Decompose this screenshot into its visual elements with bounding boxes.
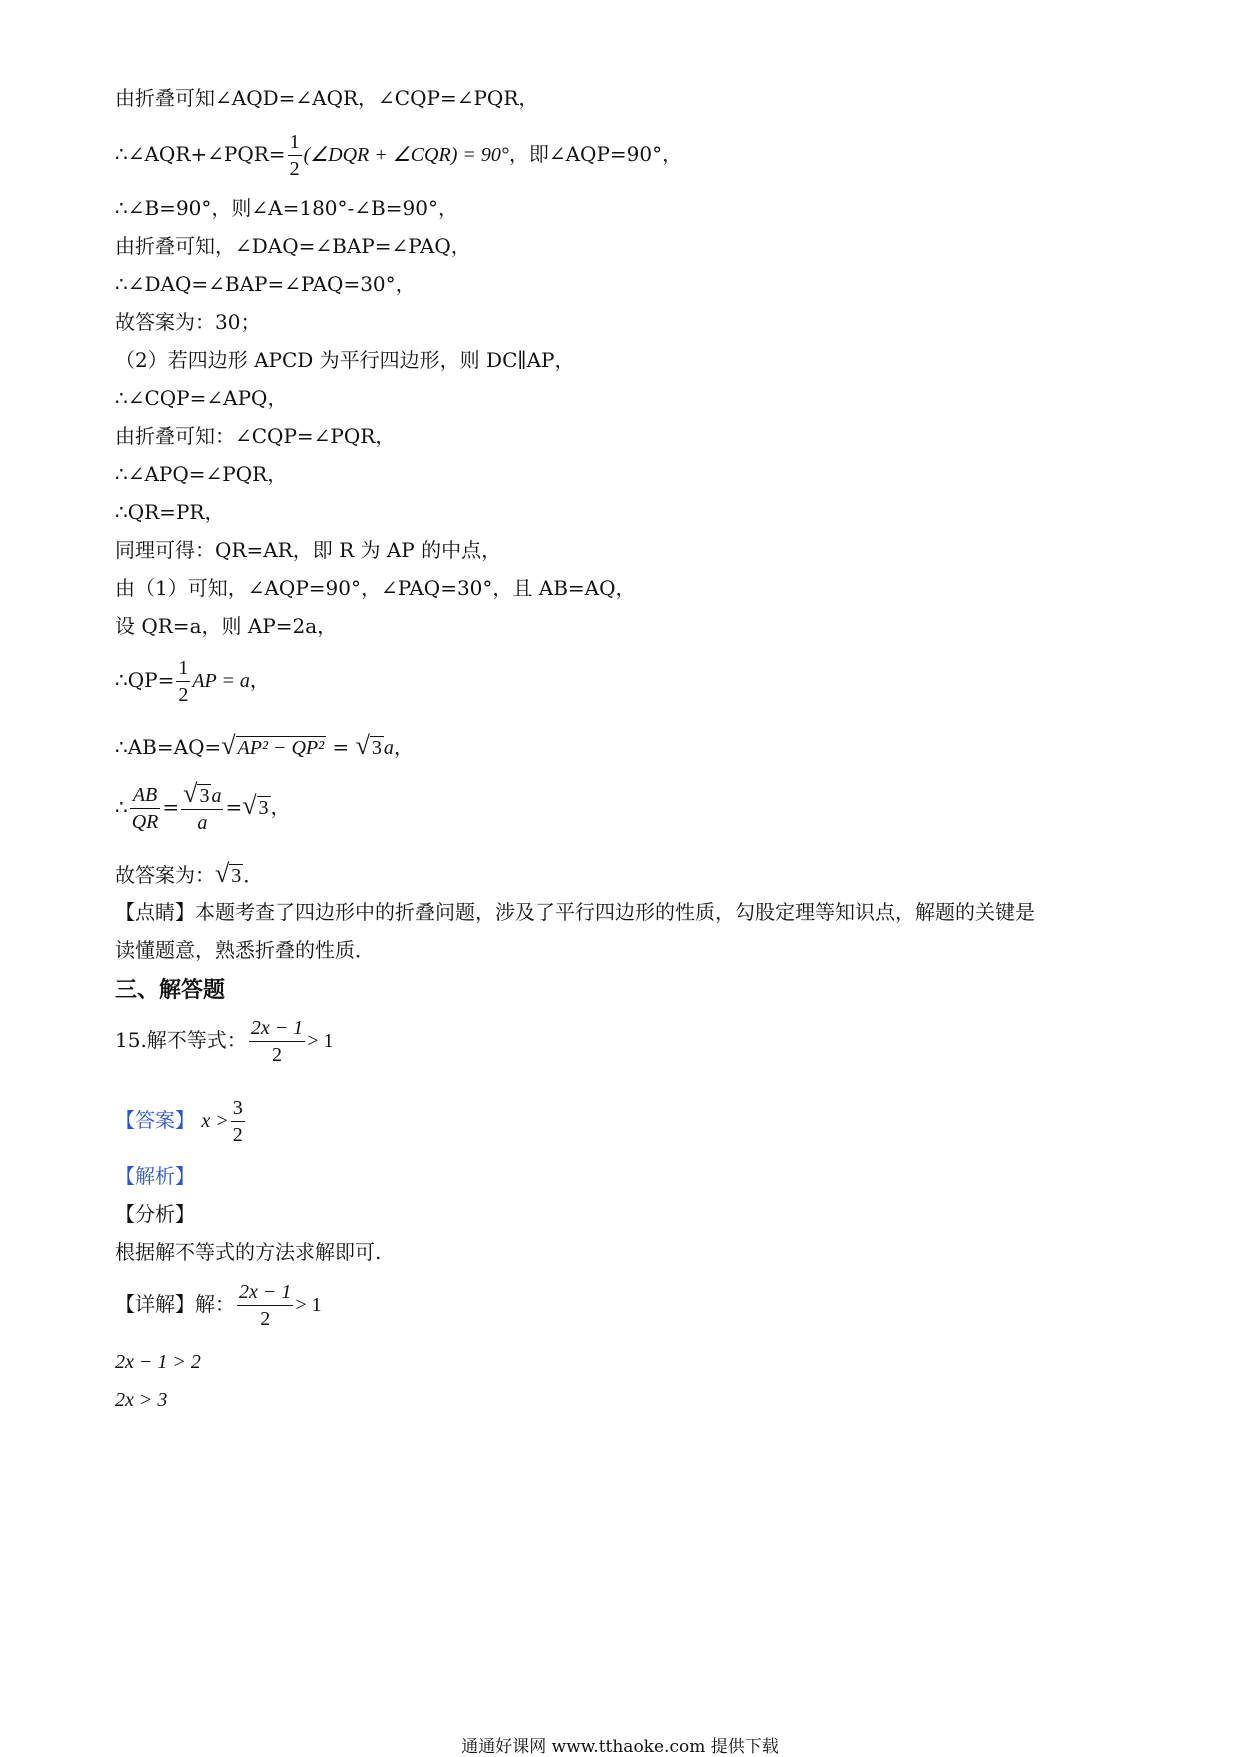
math-expression: > 1 [295, 1294, 322, 1316]
detail-line [115, 1276, 322, 1333]
fraction [288, 129, 302, 182]
answer-line [115, 858, 263, 892]
text-line: 由折叠可知，∠DAQ=∠BAP=∠PAQ， [115, 234, 471, 258]
text-segment: ， [270, 795, 291, 819]
text-segment: ． [243, 863, 264, 887]
page-footer: 通通好课网 www.tthaoke.com 提供下载 [461, 1737, 779, 1757]
text-segment: ∴AB=AQ= [115, 735, 222, 759]
math-expression: > 1 [307, 1030, 334, 1052]
text-line: ∴∠APQ=∠PQR， [115, 462, 288, 486]
answer-label: 【答案】 [115, 1108, 195, 1132]
radicand: AP² − QP² [237, 737, 325, 759]
fraction [237, 1279, 293, 1332]
math-expression: AP = a [192, 670, 250, 692]
fraction [176, 655, 190, 708]
fraction-denominator: 2 [178, 684, 189, 706]
fraction-denominator: QR [131, 811, 159, 833]
radicand: 3 [231, 865, 242, 887]
equation-line [115, 778, 291, 836]
text-segment: ， [393, 735, 414, 759]
text-line: ∴∠DAQ=∠BAP=∠PAQ=30°， [115, 272, 416, 296]
text-line: 设 QR=a，则 AP=2a， [115, 614, 338, 638]
fraction-denominator: 2 [232, 1124, 243, 1146]
section-heading: 三、解答题 [115, 977, 226, 1003]
fraction-numerator [181, 781, 223, 810]
text-line: 同理可得：QR=AR，即 R 为 AP 的中点， [115, 538, 502, 562]
math-variable: a [211, 785, 222, 807]
analysis-label: 【解析】 [115, 1164, 195, 1188]
text-segment: ，即∠AQP=90°， [508, 142, 683, 166]
text-segment: 故答案为： [115, 863, 215, 887]
text-line: 故答案为：30； [115, 310, 261, 334]
fraction-denominator: 2 [260, 1308, 271, 1330]
fraction-numerator: 1 [176, 655, 190, 682]
math-expression: (∠DQR + ∠CQR) = 90° [303, 144, 509, 166]
question-line [115, 1012, 333, 1069]
fraction-numerator: AB [130, 782, 161, 809]
equation-line [115, 728, 414, 766]
equals-sign: = [225, 795, 243, 819]
comment-line: 【点睛】本题考查了四边形中的折叠问题，涉及了平行四边形的性质，勾股定理等知识点，解题的关键是 [115, 900, 1035, 924]
equals-sign: = [332, 735, 350, 759]
answer-line [115, 1092, 247, 1149]
radicand: 3 [371, 737, 382, 759]
text-segment: ∴ [115, 795, 128, 819]
square-root: √ AP² − QP² [221, 731, 325, 760]
fraction-numerator: 3 [231, 1095, 245, 1122]
radicand: 3 [258, 797, 269, 819]
square-root: √ 3 [183, 779, 210, 808]
question-label: 15.解不等式： [115, 1028, 247, 1052]
text-line: ∴∠B=90°，则∠A=180°-∠B=90°， [115, 196, 458, 220]
detail-label: 【详解】解： [115, 1292, 235, 1316]
text-line: （2）若四边形 APCD 为平行四边形，则 DC∥AP， [115, 348, 575, 372]
fraction-denominator: a [197, 812, 208, 834]
equation-line [115, 128, 682, 182]
fraction-numerator: 2x − 1 [249, 1015, 305, 1042]
fraction [231, 1095, 245, 1148]
fraction [249, 1015, 305, 1068]
solution-step: 2x > 3 [115, 1389, 168, 1411]
radicand: 3 [199, 785, 210, 807]
fraction [130, 782, 161, 835]
text-line: ∴∠CQP=∠APQ， [115, 386, 288, 410]
equals-sign: = [162, 795, 180, 819]
fraction-numerator: 1 [288, 129, 302, 156]
square-root: √ 3 [242, 791, 269, 820]
text-line: 由（1）可知，∠AQP=90°，∠PAQ=30°，且 AB=AQ， [115, 576, 636, 600]
equation-line [115, 654, 270, 708]
fraction-numerator: 2x − 1 [237, 1279, 293, 1306]
square-root: √ 3 [355, 731, 382, 760]
fraction [181, 781, 223, 836]
fraction-denominator: 2 [272, 1044, 282, 1066]
text-segment: ∴∠AQR+∠PQR= [115, 142, 286, 166]
fenxi-label: 【分析】 [115, 1202, 195, 1226]
text-line: 根据解不等式的方法求解即可. [115, 1240, 382, 1264]
text-line: ∴QR=PR， [115, 500, 225, 524]
comment-line: 读懂题意，熟悉折叠的性质． [115, 938, 375, 962]
math-variable: a [383, 737, 394, 759]
text-line: 由折叠可知：∠CQP=∠PQR， [115, 424, 396, 448]
solution-step: 2x − 1 > 2 [115, 1351, 201, 1373]
text-segment: ∴QP= [115, 668, 175, 692]
math-expression: x > [201, 1110, 229, 1132]
square-root: √ 3 [215, 859, 242, 888]
fraction-denominator: 2 [289, 158, 300, 180]
text-line: 由折叠可知∠AQD=∠AQR，∠CQP=∠PQR， [115, 86, 539, 110]
text-segment: ， [249, 668, 270, 692]
